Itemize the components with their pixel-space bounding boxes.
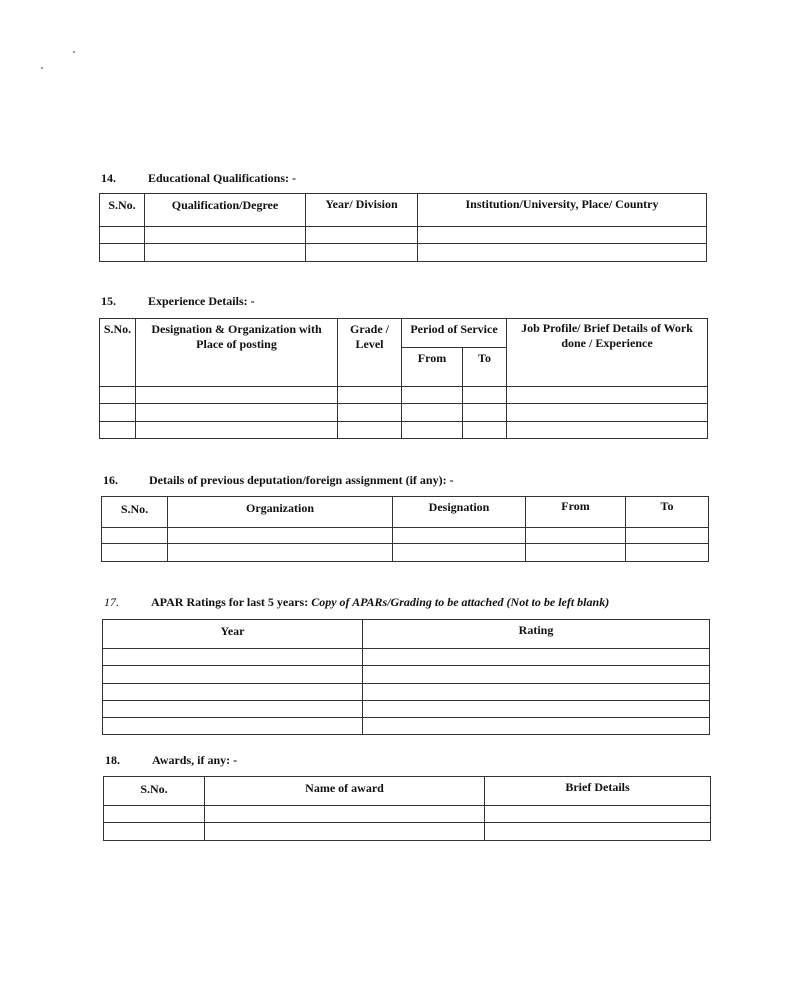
table-cell[interactable] xyxy=(363,684,710,701)
table-cell[interactable] xyxy=(145,227,306,244)
column-header: From xyxy=(526,497,626,528)
section-number: 18. xyxy=(105,753,120,767)
table-cell[interactable] xyxy=(103,649,363,666)
table-cell[interactable] xyxy=(526,528,626,544)
table-cell[interactable] xyxy=(463,387,507,404)
table-cell[interactable] xyxy=(168,544,393,562)
section-note: Copy of APARs/Grading to be attached (Not to be left blank) xyxy=(311,595,610,609)
table-header-row xyxy=(100,194,707,227)
table-row xyxy=(100,227,707,244)
table-cell[interactable] xyxy=(626,528,709,544)
table-row xyxy=(102,544,709,562)
table-cell[interactable] xyxy=(168,528,393,544)
table-cell[interactable] xyxy=(485,806,711,823)
column-header-to: To xyxy=(463,348,507,387)
table-cell[interactable] xyxy=(100,404,136,422)
table-cell[interactable] xyxy=(507,387,708,404)
column-header: S.No. xyxy=(100,194,145,227)
table-row xyxy=(103,684,710,701)
column-header: S.No. xyxy=(102,497,168,528)
section-number: 16. xyxy=(103,473,118,487)
section-number: 17. xyxy=(104,595,119,609)
table-cell[interactable] xyxy=(363,718,710,735)
table-cell[interactable] xyxy=(485,823,711,841)
column-header: Job Profile/ Brief Details of Work done / Experience xyxy=(507,319,708,387)
column-header: S.No. xyxy=(104,777,205,806)
column-header: To xyxy=(626,497,709,528)
column-header: Year/ Division xyxy=(306,194,418,227)
table-cell[interactable] xyxy=(103,684,363,701)
section-number: 14. xyxy=(101,171,116,185)
table-cell[interactable] xyxy=(306,227,418,244)
section-number: 15. xyxy=(101,294,116,308)
table-cell[interactable] xyxy=(507,422,708,439)
table-cell[interactable] xyxy=(402,404,463,422)
previous-deputation-table xyxy=(101,496,709,562)
table-cell[interactable] xyxy=(363,649,710,666)
table-cell[interactable] xyxy=(306,244,418,262)
scan-speck xyxy=(73,51,75,53)
table-cell[interactable] xyxy=(507,404,708,422)
awards-table xyxy=(103,776,711,841)
table-cell[interactable] xyxy=(100,227,145,244)
table-cell[interactable] xyxy=(136,404,338,422)
table-cell[interactable] xyxy=(103,666,363,684)
column-header-from: From xyxy=(402,348,463,387)
section-title: Awards, if any: - xyxy=(152,753,238,767)
table-header-row xyxy=(102,497,709,528)
table-cell[interactable] xyxy=(402,422,463,439)
educational-qualifications-table xyxy=(99,193,707,262)
table-cell[interactable] xyxy=(145,244,306,262)
table-header-row xyxy=(104,777,711,806)
table-cell[interactable] xyxy=(402,387,463,404)
scan-speck xyxy=(41,67,43,69)
table-row xyxy=(100,422,708,439)
column-header: Rating xyxy=(363,620,710,649)
table-cell[interactable] xyxy=(205,823,485,841)
table-row xyxy=(100,244,707,262)
table-cell[interactable] xyxy=(338,387,402,404)
table-cell[interactable] xyxy=(136,422,338,439)
table-row xyxy=(104,823,711,841)
section-title xyxy=(151,595,609,610)
table-cell[interactable] xyxy=(463,422,507,439)
table-cell[interactable] xyxy=(136,387,338,404)
table-row xyxy=(104,806,711,823)
section-title-text: APAR Ratings for last 5 years: xyxy=(151,595,309,609)
table-cell[interactable] xyxy=(463,404,507,422)
table-row xyxy=(100,387,708,404)
section-title: Details of previous deputation/foreign assignment (if any): - xyxy=(149,473,454,487)
table-cell[interactable] xyxy=(338,404,402,422)
table-row xyxy=(102,528,709,544)
table-cell[interactable] xyxy=(363,666,710,684)
table-row xyxy=(100,404,708,422)
table-cell[interactable] xyxy=(338,422,402,439)
table-cell[interactable] xyxy=(102,544,168,562)
column-header: Designation & Organization with Place of posting xyxy=(136,319,338,387)
table-cell[interactable] xyxy=(418,244,707,262)
experience-details-table xyxy=(99,318,708,439)
table-cell[interactable] xyxy=(526,544,626,562)
table-cell[interactable] xyxy=(100,387,136,404)
table-cell[interactable] xyxy=(104,806,205,823)
column-header: Name of award xyxy=(205,777,485,806)
column-header: Institution/University, Place/ Country xyxy=(418,194,707,227)
table-cell[interactable] xyxy=(100,422,136,439)
table-row xyxy=(103,649,710,666)
column-header-period: Period of Service xyxy=(402,319,507,348)
section-title: Experience Details: - xyxy=(148,294,255,308)
table-row xyxy=(103,666,710,684)
table-cell[interactable] xyxy=(102,528,168,544)
table-cell[interactable] xyxy=(393,544,526,562)
table-cell[interactable] xyxy=(100,244,145,262)
table-cell[interactable] xyxy=(363,701,710,718)
table-cell[interactable] xyxy=(205,806,485,823)
column-header: Grade / Level xyxy=(338,319,402,387)
table-cell[interactable] xyxy=(393,528,526,544)
column-header: Designation xyxy=(393,497,526,528)
table-cell[interactable] xyxy=(103,701,363,718)
table-row xyxy=(103,701,710,718)
table-header-row xyxy=(103,620,710,649)
table-cell[interactable] xyxy=(103,718,363,735)
column-header: Qualification/Degree xyxy=(145,194,306,227)
table-cell[interactable] xyxy=(626,544,709,562)
table-header-row xyxy=(100,319,708,348)
column-header: Organization xyxy=(168,497,393,528)
column-header: Brief Details xyxy=(485,777,711,806)
table-cell[interactable] xyxy=(418,227,707,244)
section-title: Educational Qualifications: - xyxy=(148,171,297,185)
apar-ratings-table xyxy=(102,619,710,735)
column-header: Year xyxy=(103,620,363,649)
table-cell[interactable] xyxy=(104,823,205,841)
column-header: S.No. xyxy=(100,319,136,387)
table-row xyxy=(103,718,710,735)
